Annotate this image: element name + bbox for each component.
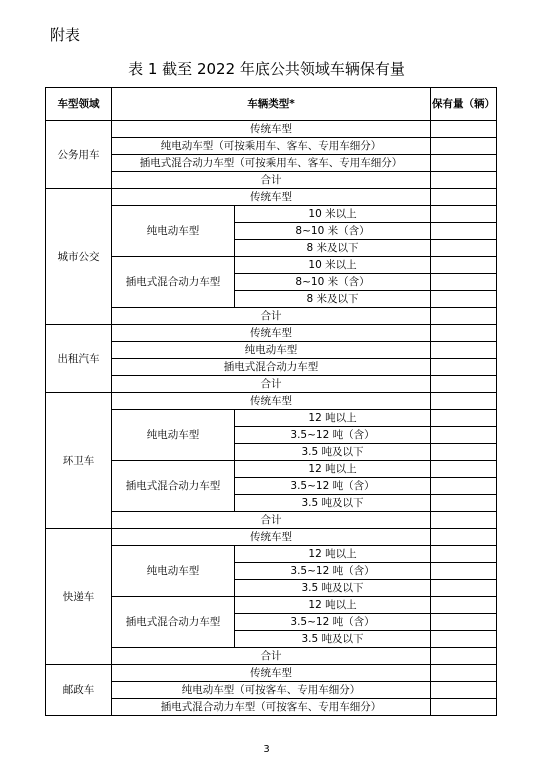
weight-cell: 3.5 吨及以下 — [235, 444, 431, 461]
weight-cell: 3.5 吨及以下 — [235, 631, 431, 648]
table-row — [46, 512, 497, 529]
subtotal-cell: 合计 — [112, 648, 431, 665]
table-row — [46, 257, 497, 274]
table-row — [46, 138, 497, 155]
count-cell — [431, 410, 497, 427]
table-row — [46, 189, 497, 206]
table-row — [46, 648, 497, 665]
type-cell: 插电式混合动力车型（可按乘用车、客车、专用车细分） — [112, 155, 431, 172]
type-cell: 纯电动车型 — [112, 410, 235, 461]
size-cell: 8~10 米（含） — [235, 274, 431, 291]
count-cell — [431, 665, 497, 682]
table-row — [46, 308, 497, 325]
type-cell: 纯电动车型 — [112, 546, 235, 597]
table-row — [46, 682, 497, 699]
weight-cell: 3.5~12 吨（含） — [235, 614, 431, 631]
count-cell — [431, 240, 497, 257]
size-cell: 10 米以上 — [235, 206, 431, 223]
count-cell — [431, 359, 497, 376]
table-row — [46, 665, 497, 682]
count-cell — [431, 529, 497, 546]
count-cell — [431, 563, 497, 580]
type-cell: 纯电动车型 — [112, 206, 235, 257]
count-cell — [431, 478, 497, 495]
count-cell — [431, 699, 497, 716]
count-cell — [431, 342, 497, 359]
table-row — [46, 359, 497, 376]
type-cell: 插电式混合动力车型 — [112, 257, 235, 308]
count-cell — [431, 393, 497, 410]
type-cell: 插电式混合动力车型 — [112, 359, 431, 376]
count-cell — [431, 546, 497, 563]
domain-official: 公务用车 — [46, 121, 112, 189]
weight-cell: 3.5 吨及以下 — [235, 580, 431, 597]
count-cell — [431, 325, 497, 342]
count-cell — [431, 427, 497, 444]
size-cell: 10 米以上 — [235, 257, 431, 274]
table-row — [46, 393, 497, 410]
count-cell — [431, 291, 497, 308]
count-cell — [431, 257, 497, 274]
type-cell: 传统车型 — [112, 529, 431, 546]
size-cell: 8~10 米（含） — [235, 223, 431, 240]
table-row — [46, 206, 497, 223]
count-cell — [431, 274, 497, 291]
appendix-label: 附表 — [50, 26, 81, 44]
table-row — [46, 461, 497, 478]
type-cell: 插电式混合动力车型 — [112, 461, 235, 512]
count-cell — [431, 376, 497, 393]
type-cell: 传统车型 — [112, 393, 431, 410]
count-cell — [431, 614, 497, 631]
count-cell — [431, 308, 497, 325]
table-title: 表 1 截至 2022 年底公共领域车辆保有量 — [128, 60, 405, 78]
table-row — [46, 597, 497, 614]
table-row — [46, 376, 497, 393]
count-cell — [431, 461, 497, 478]
count-cell — [431, 172, 497, 189]
count-cell — [431, 189, 497, 206]
count-cell — [431, 495, 497, 512]
header-type: 车辆类型* — [112, 88, 431, 121]
vehicle-table — [45, 87, 497, 716]
domain-taxi: 出租汽车 — [46, 325, 112, 393]
count-cell — [431, 206, 497, 223]
subtotal-cell: 合计 — [112, 376, 431, 393]
type-cell: 纯电动车型 — [112, 342, 431, 359]
weight-cell: 12 吨以上 — [235, 546, 431, 563]
domain-sanitation: 环卫车 — [46, 393, 112, 529]
table-row — [46, 121, 497, 138]
domain-express: 快递车 — [46, 529, 112, 665]
size-cell: 8 米及以下 — [235, 291, 431, 308]
type-cell: 传统车型 — [112, 189, 431, 206]
type-cell: 传统车型 — [112, 665, 431, 682]
weight-cell: 3.5~12 吨（含） — [235, 478, 431, 495]
subtotal-cell: 合计 — [112, 512, 431, 529]
weight-cell: 3.5~12 吨（含） — [235, 563, 431, 580]
subtotal-cell: 合计 — [112, 172, 431, 189]
type-cell: 纯电动车型（可按乘用车、客车、专用车细分） — [112, 138, 431, 155]
count-cell — [431, 512, 497, 529]
type-cell: 插电式混合动力车型（可按客车、专用车细分） — [112, 699, 431, 716]
domain-postal: 邮政车 — [46, 665, 112, 716]
table-row — [46, 529, 497, 546]
table-row — [46, 410, 497, 427]
count-cell — [431, 155, 497, 172]
weight-cell: 3.5~12 吨（含） — [235, 427, 431, 444]
weight-cell: 12 吨以上 — [235, 461, 431, 478]
weight-cell: 3.5 吨及以下 — [235, 495, 431, 512]
count-cell — [431, 223, 497, 240]
count-cell — [431, 682, 497, 699]
count-cell — [431, 631, 497, 648]
count-cell — [431, 444, 497, 461]
weight-cell: 12 吨以上 — [235, 597, 431, 614]
count-cell — [431, 138, 497, 155]
table-row — [46, 342, 497, 359]
count-cell — [431, 648, 497, 665]
count-cell — [431, 121, 497, 138]
type-cell: 传统车型 — [112, 325, 431, 342]
header-count: 保有量（辆） — [431, 88, 497, 121]
table-row — [46, 155, 497, 172]
subtotal-cell: 合计 — [112, 308, 431, 325]
table-row — [46, 546, 497, 563]
table-row — [46, 699, 497, 716]
header-row — [46, 88, 497, 121]
size-cell: 8 米及以下 — [235, 240, 431, 257]
type-cell: 传统车型 — [112, 121, 431, 138]
header-domain: 车型领域 — [46, 88, 112, 121]
type-cell: 插电式混合动力车型 — [112, 597, 235, 648]
domain-bus: 城市公交 — [46, 189, 112, 325]
weight-cell: 12 吨以上 — [235, 410, 431, 427]
type-cell: 纯电动车型（可按客车、专用车细分） — [112, 682, 431, 699]
table-row — [46, 325, 497, 342]
count-cell — [431, 580, 497, 597]
page-number: 3 — [263, 744, 270, 755]
count-cell — [431, 597, 497, 614]
table-row — [46, 172, 497, 189]
